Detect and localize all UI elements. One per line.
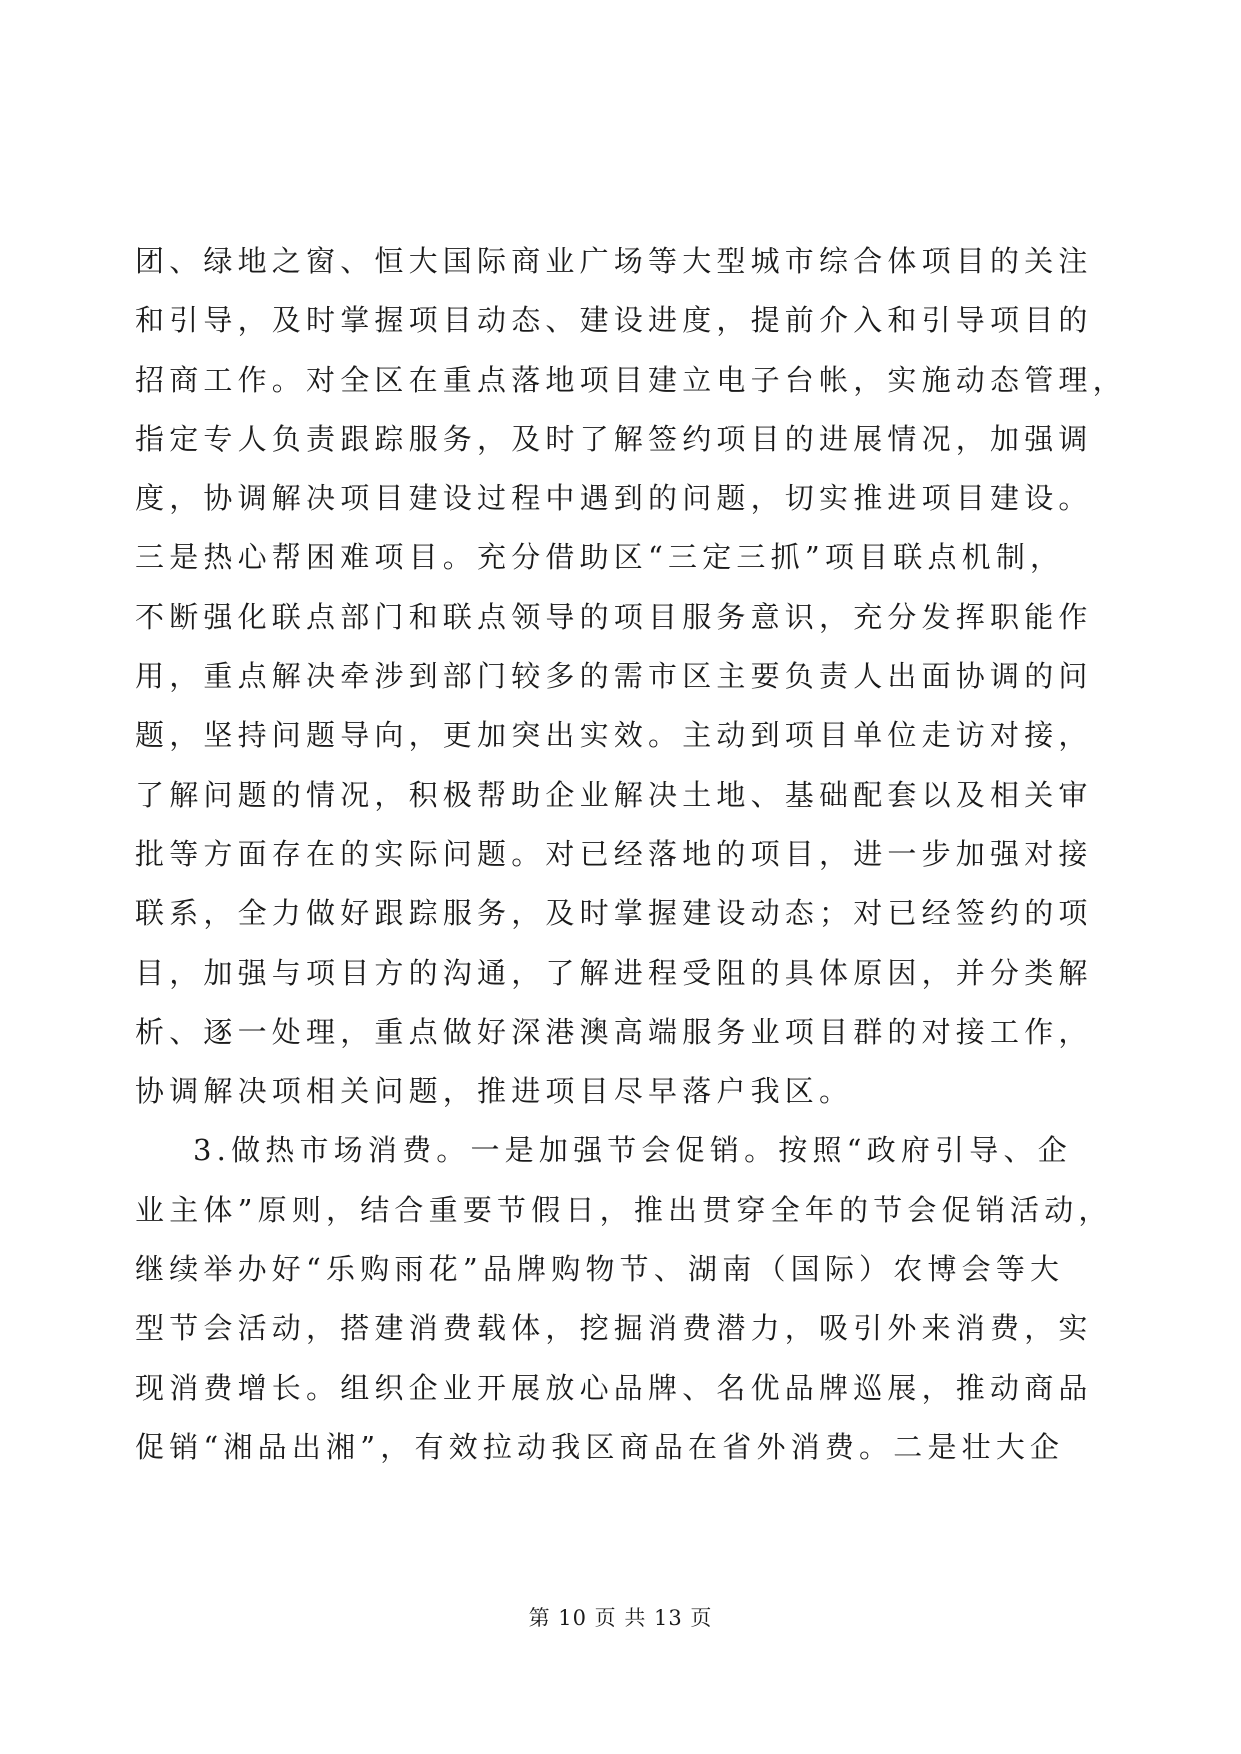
text-line: 联系，全力做好跟踪服务，及时掌握建设动态；对已经签约的项 xyxy=(135,896,1093,931)
text-line: 题，坚持问题导向，更加突出实效。主动到项目单位走访对接， xyxy=(135,718,1093,753)
text-line: 指定专人负责跟踪服务，及时了解签约项目的进展情况，加强调 xyxy=(135,421,1093,456)
text-line: 继续举办好“乐购雨花”品牌购物节、湖南（国际）农博会等大 xyxy=(135,1252,1065,1287)
section-heading-line: 3.做热市场消费。一是加强节会促销。按照“政府引导、企 xyxy=(193,1133,1072,1168)
document-body xyxy=(135,232,1127,1477)
text-line: 度，协调解决项目建设过程中遇到的问题，切实推进项目建设。 xyxy=(135,481,1093,516)
text-line: 了解问题的情况，积极帮助企业解决土地、基础配套以及相关审 xyxy=(135,777,1093,812)
text-line: 协调解决项相关问题，推进项目尽早落户我区。 xyxy=(135,1074,854,1109)
text-line: 业主体”原则，结合重要节假日，推出贯穿全年的节会促销活动， xyxy=(135,1192,1113,1227)
text-line: 招商工作。对全区在重点落地项目建立电子台帐，实施动态管理， xyxy=(135,362,1127,397)
text-line: 批等方面存在的实际问题。对已经落地的项目，进一步加强对接 xyxy=(135,836,1093,871)
text-line: 团、绿地之窗、恒大国际商业广场等大型城市综合体项目的关注 xyxy=(135,244,1093,278)
text-line: 三是热心帮困难项目。充分借助区“三定三抓”项目联点机制， xyxy=(135,540,1065,575)
text-line: 用，重点解决牵涉到部门较多的需市区主要负责人出面协调的问 xyxy=(135,659,1093,694)
text-line: 目，加强与项目方的沟通，了解进程受阻的具体原因，并分类解 xyxy=(135,955,1093,990)
page-number-footer: 第 10 页 共 13 页 xyxy=(528,1606,713,1630)
text-line: 现消费增长。组织企业开展放心品牌、名优品牌巡展，推动商品 xyxy=(135,1370,1093,1405)
text-line: 型节会活动，搭建消费载体，挖掘消费潜力，吸引外来消费，实 xyxy=(135,1311,1093,1346)
text-line: 和引导，及时掌握项目动态、建设进度，提前介入和引导项目的 xyxy=(135,303,1093,338)
text-line: 促销“湘品出湘”，有效拉动我区商品在省外消费。二是壮大企 xyxy=(135,1429,1065,1464)
text-line: 析、逐一处理，重点做好深港澳高端服务业项目群的对接工作， xyxy=(135,1014,1093,1049)
text-line: 不断强化联点部门和联点领导的项目服务意识，充分发挥职能作 xyxy=(135,599,1093,634)
